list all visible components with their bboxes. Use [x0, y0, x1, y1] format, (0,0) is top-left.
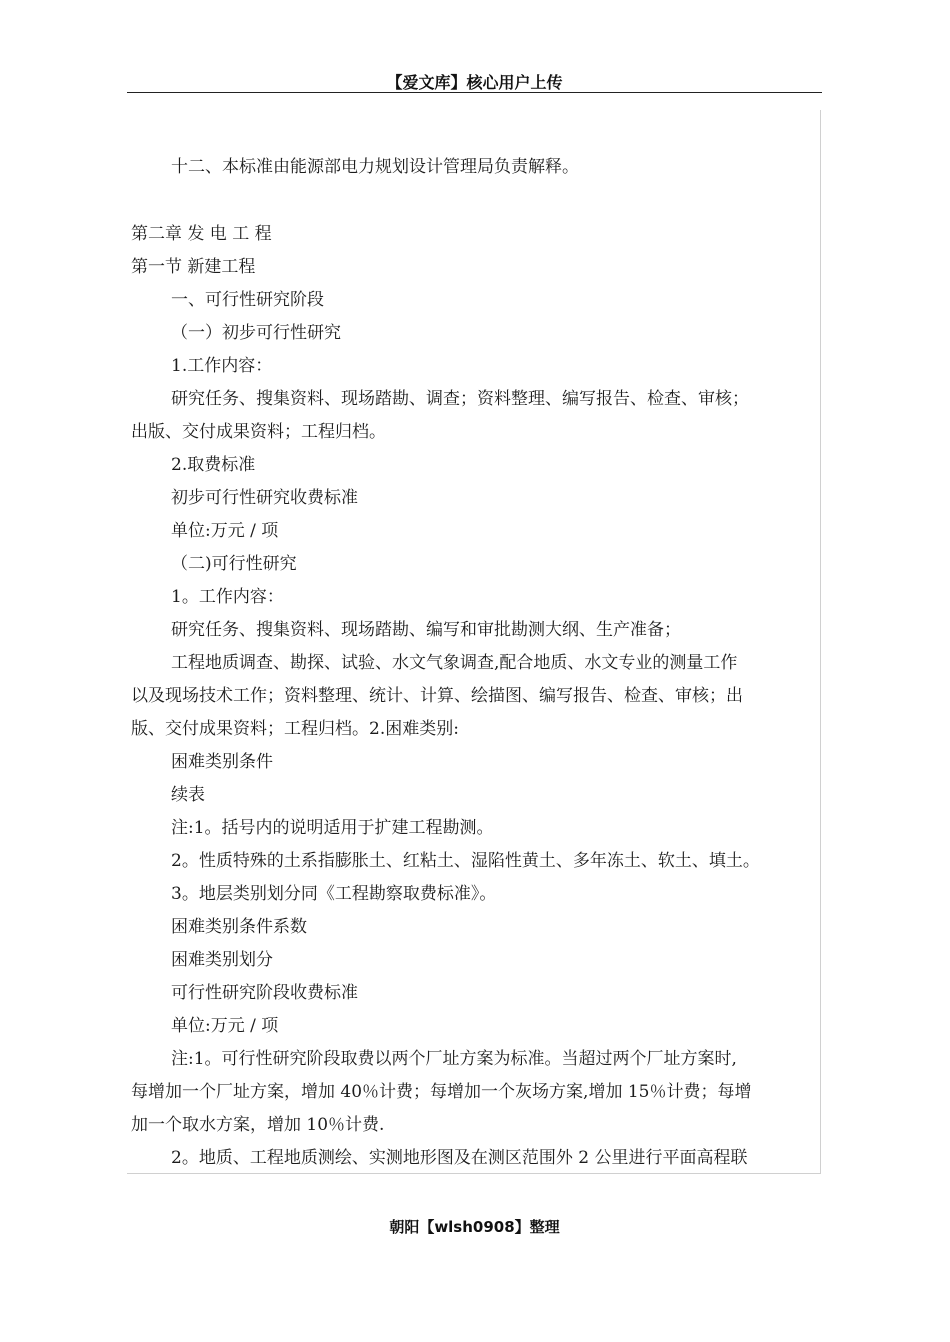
- paragraph-line: 困难类别条件系数: [171, 917, 307, 937]
- note-line: 2。性质特殊的土系指膨胀土、红粘土、湿陷性黄土、多年冻土、软土、填土。: [171, 851, 760, 871]
- note-line: 每增加一个厂址方案，增加 40％计费；每增加一个灰场方案,增加 15％计费；每增: [131, 1082, 752, 1102]
- note-line: 2。地质、工程地质测绘、实测地形图及在测区范围外 2 公里进行平面高程联: [171, 1148, 748, 1168]
- paragraph-line: 2.取费标准: [171, 455, 256, 475]
- paragraph-line: 单位:万元 / 项: [171, 521, 279, 541]
- note-line: 注:1。可行性研究阶段取费以两个厂址方案为标准。当超过两个厂址方案时,: [171, 1049, 737, 1069]
- subsection-title: 一、可行性研究阶段: [171, 290, 324, 310]
- paragraph-line: 困难类别划分: [171, 950, 273, 970]
- subsection-title: （一）初步可行性研究: [171, 323, 341, 343]
- paragraph-line: 1。工作内容：: [171, 587, 284, 607]
- note-line: 3。地层类别划分同《工程勘察取费标准》。: [171, 884, 497, 904]
- page-footer: 朝阳【wlsh0908】整理: [389, 1218, 560, 1236]
- paragraph-line: 初步可行性研究收费标准: [171, 488, 358, 508]
- paragraph-line: 可行性研究阶段收费标准: [171, 983, 358, 1003]
- paragraph-line: 以及现场技术工作；资料整理、统计、计算、绘描图、编写报告、检查、审核；出: [131, 686, 743, 706]
- paragraph-line: 出版、交付成果资料；工程归档。: [131, 422, 386, 442]
- paragraph-line: 研究任务、搜集资料、现场踏勘、调查；资料整理、编写报告、检查、审核；: [171, 389, 749, 409]
- paragraph-line: 1.工作内容：: [171, 356, 273, 376]
- paragraph-line: 版、交付成果资料；工程归档。2.困难类别:: [131, 719, 459, 739]
- paragraph-line: 十二、本标准由能源部电力规划设计管理局负责解释。: [171, 157, 579, 177]
- subsection-title: （二)可行性研究: [171, 554, 297, 574]
- paragraph-line: 研究任务、搜集资料、现场踏勘、编写和审批勘测大纲、生产准备；: [171, 620, 681, 640]
- header-divider: [127, 92, 822, 93]
- page-header: 【爱文库】核心用户上传: [386, 73, 563, 92]
- note-line: 加一个取水方案，增加 10％计费.: [131, 1115, 385, 1135]
- paragraph-line: 单位:万元 / 项: [171, 1016, 279, 1036]
- paragraph-line: 困难类别条件: [171, 752, 273, 772]
- paragraph-line: 工程地质调查、勘探、试验、水文气象调查,配合地质、水文专业的测量工作: [171, 653, 738, 673]
- section-title: 第一节 新建工程: [131, 257, 256, 277]
- chapter-title: 第二章 发 电 工 程: [131, 224, 272, 244]
- note-line: 注:1。括号内的说明适用于扩建工程勘测。: [171, 818, 494, 838]
- paragraph-line: 续表: [171, 785, 205, 805]
